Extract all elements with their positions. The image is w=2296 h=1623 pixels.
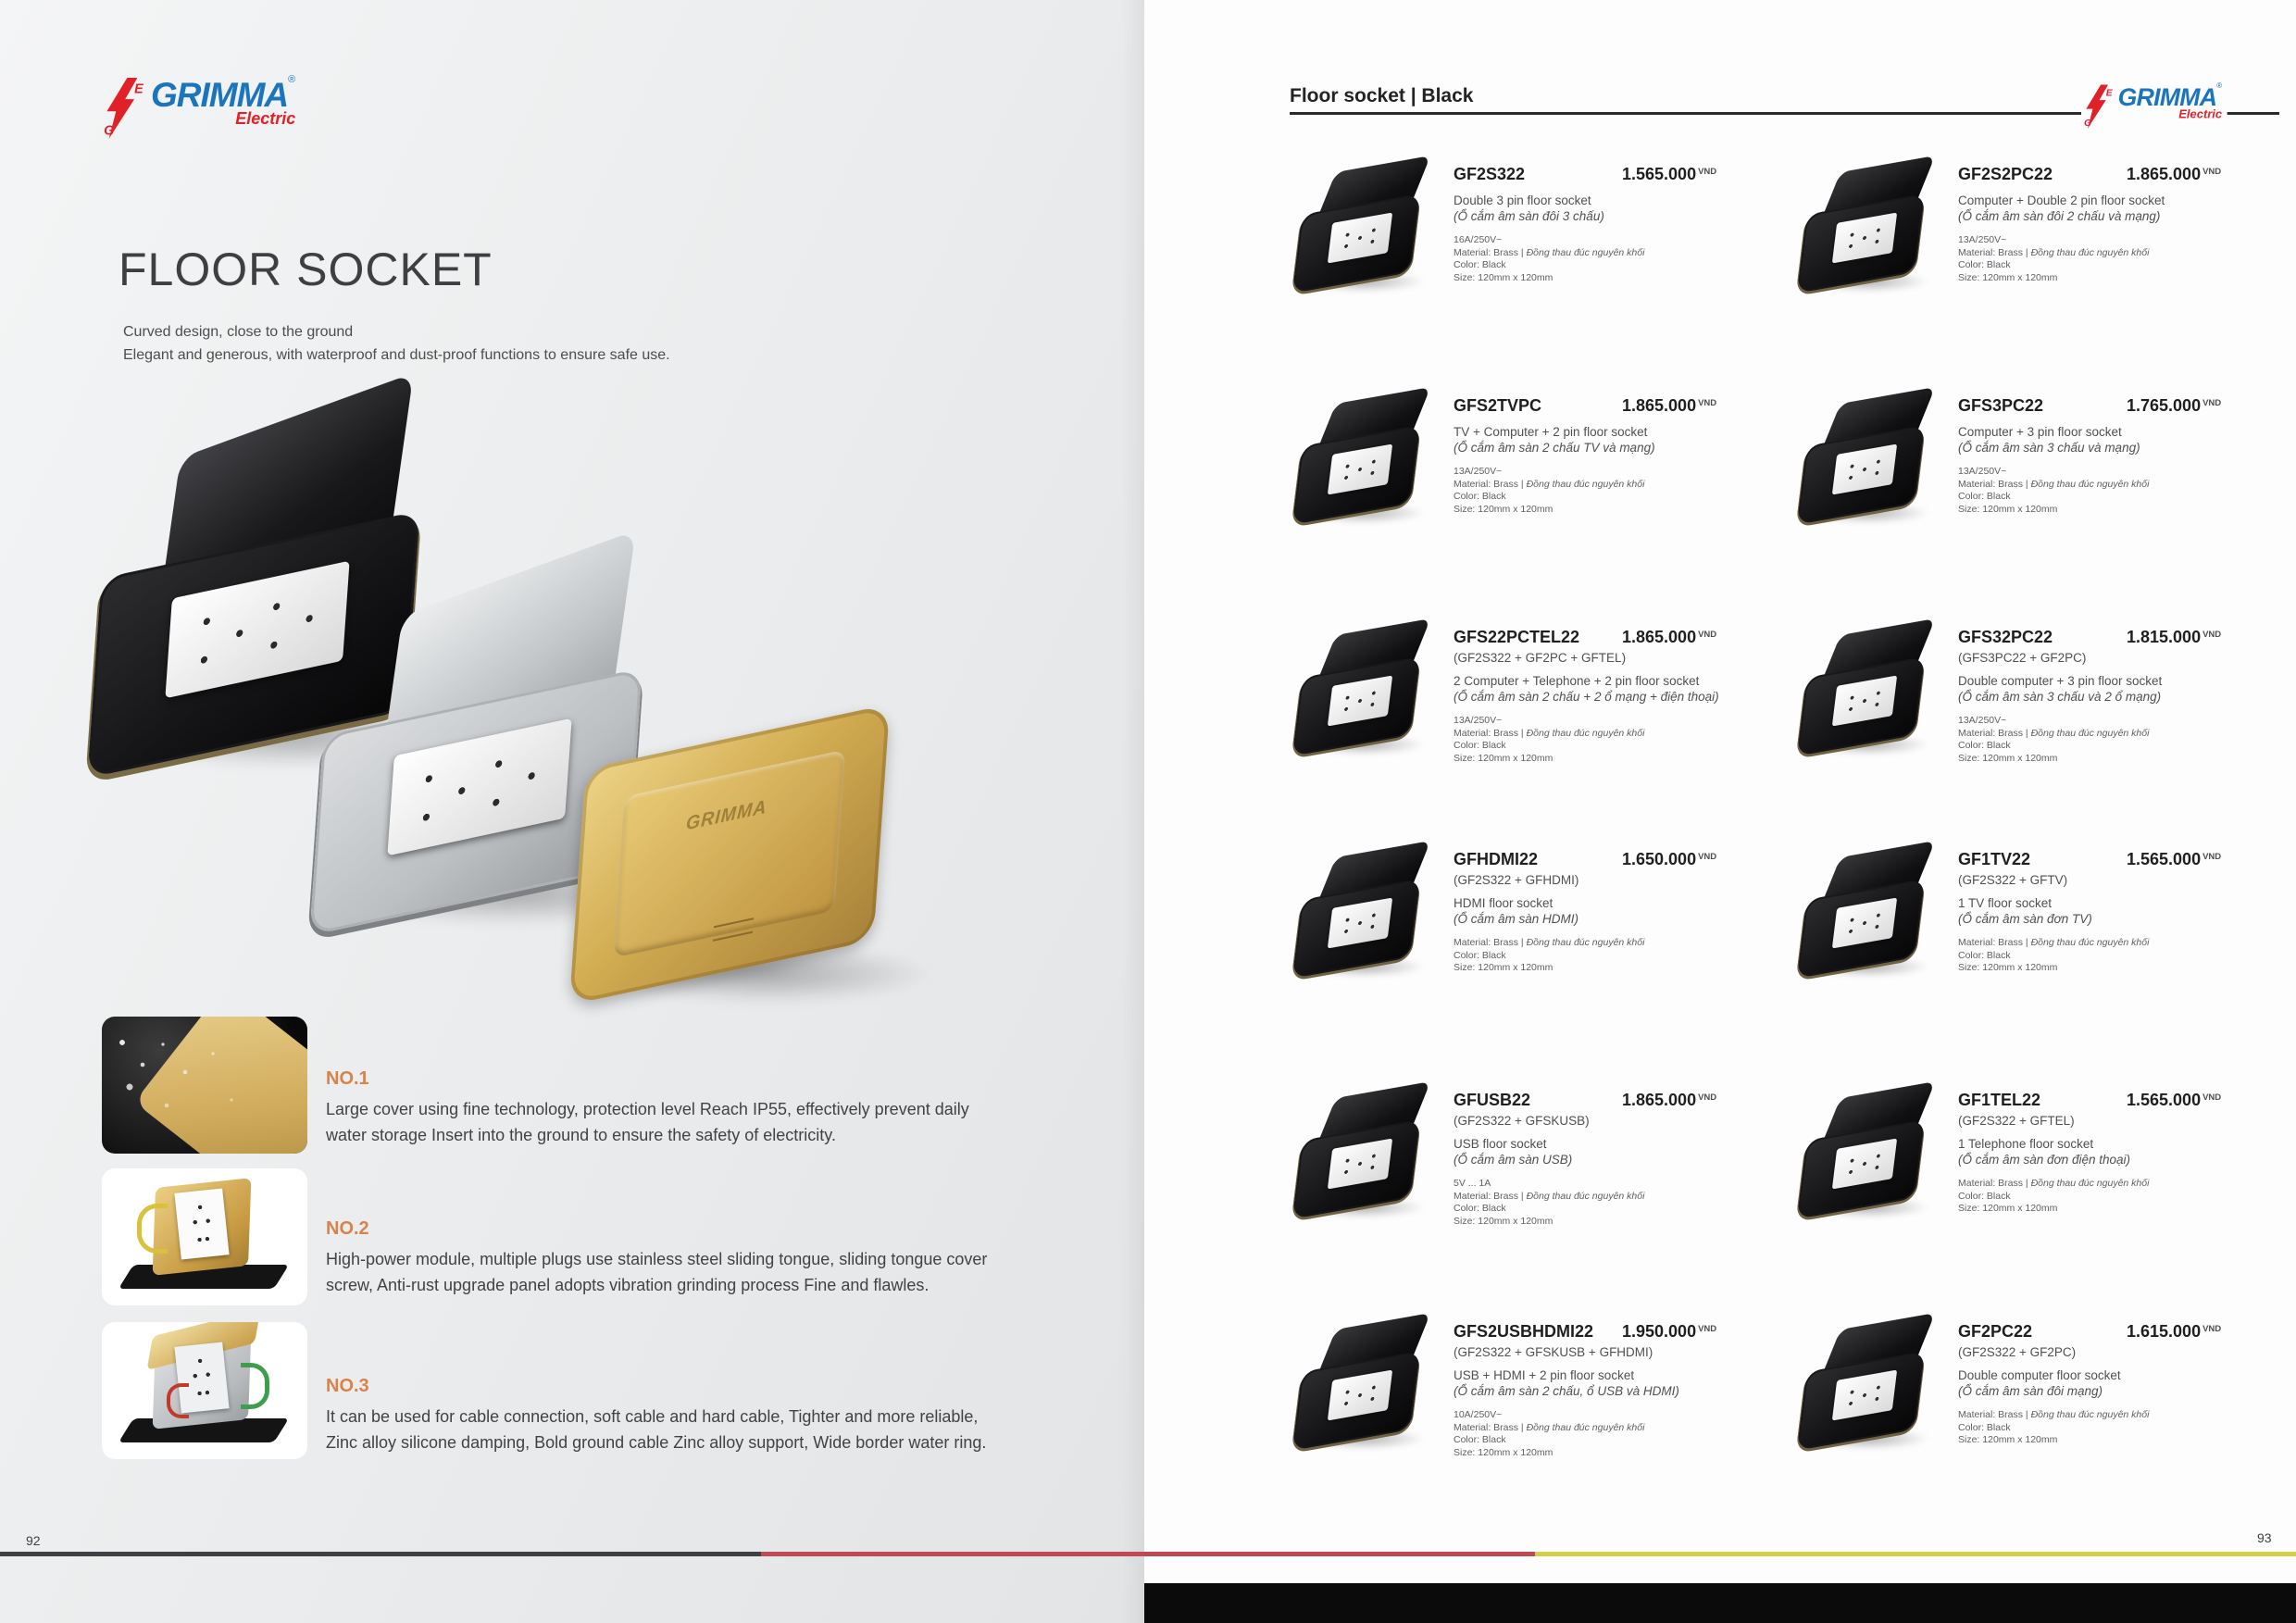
feature-thumb-waterproof [102, 1017, 307, 1154]
feature-label: NO.1 [326, 1068, 369, 1089]
feature-thumb-module [102, 1168, 307, 1305]
product-card [1287, 156, 1791, 387]
product-rating: 13A/250V~ [1454, 715, 1503, 726]
product-rating: 13A/250V~ [1958, 715, 2007, 726]
product-size: Size: 120mm x 120mm [1454, 1446, 1554, 1458]
footer-line-yellow [1535, 1552, 2296, 1556]
product-rating: 16A/250V~ [1454, 234, 1503, 245]
product-rating: 5V ... 1A [1454, 1178, 1491, 1189]
product-material: Material: Brass | Đồng thau đúc nguyên khối [1958, 1409, 2150, 1420]
gold-cover-engraving: GRIMMA [685, 796, 768, 835]
brand-lightning-icon [2082, 84, 2113, 129]
gold-socket-render [574, 741, 963, 1018]
brand-logo [102, 74, 296, 139]
product-price: 1.865.000 [1622, 396, 1697, 415]
product-desc-en: HDMI floor socket [1454, 896, 1554, 910]
product-material: Material: Brass | Đồng thau đúc nguyên khối [1958, 478, 2150, 490]
product-card [1287, 387, 1791, 618]
section-header: Floor socket | Black [1290, 85, 1474, 106]
product-color: Color: Black [1958, 491, 2011, 502]
product-price: 1.765.000 [2127, 396, 2202, 415]
product-color: Color: Black [1454, 740, 1506, 751]
product-price: 1.565.000 [1622, 165, 1697, 183]
product-desc-vi: (Ổ cắm âm sàn 2 chấu + 2 ổ mạng + điện thoại) [1454, 690, 1719, 704]
product-combo: (GF2S322 + GFSKUSB + GFHDMI) [1454, 1345, 1653, 1359]
product-size: Size: 120mm x 120mm [1958, 1434, 2058, 1445]
currency-label: VND [2202, 1092, 2222, 1103]
product-color: Color: Black [1958, 1190, 2011, 1202]
product-desc-vi: (Ổ cắm âm sàn HDMI) [1454, 912, 1579, 926]
currency-label: VND [2202, 167, 2222, 177]
product-image [1793, 1320, 1949, 1450]
page-title: FLOOR SOCKET [119, 243, 493, 295]
currency-label: VND [2202, 630, 2222, 640]
product-image [1289, 626, 1444, 755]
left-page [0, 0, 1144, 1623]
product-code: GFUSB22 [1454, 1091, 1531, 1109]
page-subtitle [123, 320, 670, 367]
product-desc-vi: (Ổ cắm âm sàn 2 chấu TV và mạng) [1454, 441, 1655, 455]
product-code: GFS2USBHDMI22 [1454, 1322, 1594, 1341]
product-desc-vi: (Ổ cắm âm sàn 3 chấu và 2 ổ mạng) [1958, 690, 2162, 704]
subtitle-line-2: Elegant and generous, with waterproof and dust-proof functions to ensure safe use. [123, 347, 670, 363]
product-image [1793, 626, 1949, 755]
product-color: Color: Black [1454, 1203, 1506, 1214]
product-card [1287, 1081, 1791, 1313]
product-image [1289, 1320, 1444, 1450]
feature-item-2 [102, 1168, 1055, 1317]
product-code: GF2PC22 [1958, 1322, 2033, 1341]
product-desc-vi: (Ổ cắm âm sàn đơn TV) [1958, 912, 2092, 926]
product-color: Color: Black [1958, 949, 2011, 961]
product-code: GFS22PCTEL22 [1454, 628, 1580, 646]
product-code: GFS3PC22 [1958, 396, 2044, 415]
product-card [1791, 841, 2296, 1072]
product-combo: (GF2S322 + GF2PC) [1958, 1345, 2077, 1359]
product-desc-vi: (Ổ cắm âm sàn đôi mạng) [1958, 1384, 2103, 1398]
product-rating: 13A/250V~ [1454, 466, 1503, 477]
product-combo: (GF2S322 + GFSKUSB) [1454, 1114, 1590, 1128]
registered-mark: ® [288, 74, 296, 85]
product-material: Material: Brass | Đồng thau đúc nguyên khối [1454, 1190, 1645, 1202]
product-price: 1.865.000 [2127, 165, 2202, 183]
brand-lightning-icon [102, 78, 144, 139]
product-card [1287, 841, 1791, 1072]
feature-label: NO.3 [326, 1376, 369, 1396]
product-material: Material: Brass | Đồng thau đúc nguyên khối [1958, 246, 2150, 258]
product-material: Material: Brass | Đồng thau đúc nguyên khối [1454, 937, 1645, 948]
product-combo: (GF2S322 + GFHDMI) [1454, 873, 1579, 887]
product-color: Color: Black [1454, 491, 1506, 502]
feature-text: Large cover using fine technology, protection level Reach IP55, effectively prevent daily water storage Insert into the ground to ensure the safety of electricity. [326, 1100, 969, 1144]
product-price: 1.950.000 [1622, 1322, 1697, 1341]
product-size: Size: 120mm x 120mm [1454, 503, 1554, 515]
svg-text:G: G [2083, 118, 2091, 129]
product-desc-en: Double 3 pin floor socket [1454, 194, 1591, 207]
feature-text: It can be used for cable connection, soft cable and hard cable, Tighter and more reliable, Zinc alloy silicone damping, Bold ground cable Zinc alloy support, Wide border water ring. [326, 1407, 987, 1452]
svg-text:G: G [104, 123, 115, 139]
page-number-right: 93 [2257, 1530, 2272, 1545]
currency-label: VND [1698, 398, 1717, 408]
product-size: Size: 120mm x 120mm [1454, 1215, 1554, 1227]
footer-black-band [1144, 1583, 2296, 1623]
product-desc-vi: (Ổ cắm âm sàn 2 chấu, ổ USB và HDMI) [1454, 1384, 1679, 1398]
product-price: 1.865.000 [1622, 1091, 1697, 1109]
product-color: Color: Black [1958, 259, 2011, 270]
product-size: Size: 120mm x 120mm [1958, 752, 2058, 764]
product-material: Material: Brass | Đồng thau đúc nguyên khối [1958, 1178, 2150, 1189]
currency-label: VND [2202, 852, 2222, 862]
product-code: GF2S2PC22 [1958, 165, 2053, 183]
product-material: Material: Brass | Đồng thau đúc nguyên khối [1454, 1421, 1645, 1433]
product-code: GFS32PC22 [1958, 628, 2053, 646]
product-desc-en: Computer + 3 pin floor socket [1958, 425, 2122, 439]
page-number-left: 92 [26, 1533, 41, 1548]
product-image [1289, 848, 1444, 978]
product-price: 1.615.000 [2127, 1322, 2202, 1341]
product-color: Color: Black [1454, 949, 1506, 961]
product-price: 1.650.000 [1622, 850, 1697, 868]
product-size: Size: 120mm x 120mm [1454, 752, 1554, 764]
brand-logo-right [2081, 83, 2227, 132]
currency-label: VND [2202, 398, 2222, 408]
product-rating: 13A/250V~ [1958, 466, 2007, 477]
product-desc-vi: (Ổ cắm âm sàn đôi 2 chấu và mạng) [1958, 209, 2161, 223]
product-desc-vi: (Ổ cắm âm sàn đôi 3 chấu) [1454, 209, 1604, 223]
product-desc-vi: (Ổ cắm âm sàn 3 chấu và mạng) [1958, 441, 2140, 455]
product-material: Material: Brass | Đồng thau đúc nguyên khối [1958, 937, 2150, 948]
product-price: 1.815.000 [2127, 628, 2202, 646]
brand-electric-label: Electric [235, 109, 296, 128]
product-price: 1.565.000 [2127, 1091, 2202, 1109]
feature-label: NO.2 [326, 1218, 369, 1239]
product-desc-vi: (Ổ cắm âm sàn đơn điện thoại) [1958, 1153, 2130, 1167]
brand-name: GRIMMA [2117, 83, 2217, 111]
currency-label: VND [1698, 852, 1717, 862]
product-size: Size: 120mm x 120mm [1454, 962, 1554, 973]
product-combo: (GF2S322 + GFTV) [1958, 873, 2068, 887]
product-card [1287, 618, 1791, 850]
product-code: GFS2TVPC [1454, 396, 1542, 415]
currency-label: VND [1698, 630, 1717, 640]
product-desc-en: USB + HDMI + 2 pin floor socket [1454, 1368, 1635, 1382]
product-desc-en: 2 Computer + Telephone + 2 pin floor socket [1454, 674, 1700, 688]
product-showcase-render [56, 398, 1092, 1046]
product-image [1289, 163, 1444, 293]
product-card [1791, 156, 2296, 387]
product-image [1793, 848, 1949, 978]
feature-text: High-power module, multiple plugs use stainless steel sliding tongue, sliding tongue cover screw, Anti-rust upgrade panel adopts vibration grinding process Fine and flawles. [326, 1250, 988, 1294]
registered-mark: ® [2216, 81, 2223, 91]
product-color: Color: Black [1454, 259, 1506, 270]
product-desc-en: Double computer + 3 pin floor socket [1958, 674, 2163, 688]
product-image [1289, 394, 1444, 524]
product-size: Size: 120mm x 120mm [1454, 271, 1554, 283]
product-code: GF2S322 [1454, 165, 1526, 183]
product-card [1791, 387, 2296, 618]
product-material: Material: Brass | Đồng thau đúc nguyên khối [1454, 478, 1645, 490]
product-color: Color: Black [1454, 1434, 1506, 1445]
product-combo: (GF2S322 + GFTEL) [1958, 1114, 2075, 1128]
product-size: Size: 120mm x 120mm [1958, 1203, 2058, 1214]
product-image [1793, 394, 1949, 524]
product-code: GFHDMI22 [1454, 850, 1539, 868]
product-price: 1.865.000 [1622, 628, 1697, 646]
product-desc-vi: (Ổ cắm âm sàn USB) [1454, 1153, 1573, 1167]
currency-label: VND [1698, 1092, 1717, 1103]
product-material: Material: Brass | Đồng thau đúc nguyên khối [1958, 727, 2150, 739]
currency-label: VND [2202, 1324, 2222, 1334]
product-card [1791, 618, 2296, 850]
feature-item-1 [102, 1017, 1055, 1165]
currency-label: VND [1698, 167, 1717, 177]
product-size: Size: 120mm x 120mm [1958, 503, 2058, 515]
product-desc-en: TV + Computer + 2 pin floor socket [1454, 425, 1648, 439]
product-image [1793, 1089, 1949, 1218]
brand-electric-label: Electric [2178, 106, 2223, 121]
product-desc-en: USB floor socket [1454, 1137, 1547, 1151]
svg-text:E: E [2105, 88, 2113, 99]
product-desc-en: Double computer floor socket [1958, 1368, 2121, 1382]
product-code: GF1TV22 [1958, 850, 2031, 868]
product-card [1287, 1313, 1791, 1544]
subtitle-line-1: Curved design, close to the ground [123, 324, 354, 340]
product-desc-en: 1 Telephone floor socket [1958, 1137, 2094, 1151]
product-color: Color: Black [1958, 740, 2011, 751]
footer-line-red [761, 1552, 1535, 1556]
product-price: 1.565.000 [2127, 850, 2202, 868]
feature-item-3 [102, 1322, 1055, 1470]
product-combo: (GF2S322 + GF2PC + GFTEL) [1454, 651, 1627, 665]
product-card [1791, 1081, 2296, 1313]
product-rating: 13A/250V~ [1958, 234, 2007, 245]
product-material: Material: Brass | Đồng thau đúc nguyên khối [1454, 727, 1645, 739]
product-size: Size: 120mm x 120mm [1958, 962, 2058, 973]
product-card [1791, 1313, 2296, 1544]
svg-text:E: E [134, 81, 144, 97]
footer-line-dark [0, 1552, 761, 1556]
product-desc-en: Computer + Double 2 pin floor socket [1958, 194, 2165, 207]
product-combo: (GFS3PC22 + GF2PC) [1958, 651, 2087, 665]
feature-thumb-cable [102, 1322, 307, 1459]
currency-label: VND [1698, 1324, 1717, 1334]
product-desc-en: 1 TV floor socket [1958, 896, 2053, 910]
brand-name: GRIMMA [151, 76, 289, 114]
product-material: Material: Brass | Đồng thau đúc nguyên khối [1454, 246, 1645, 258]
product-rating: 10A/250V~ [1454, 1409, 1503, 1420]
product-image [1289, 1089, 1444, 1218]
product-color: Color: Black [1958, 1421, 2011, 1433]
product-code: GF1TEL22 [1958, 1091, 2041, 1109]
product-size: Size: 120mm x 120mm [1958, 271, 2058, 283]
product-image [1793, 163, 1949, 293]
